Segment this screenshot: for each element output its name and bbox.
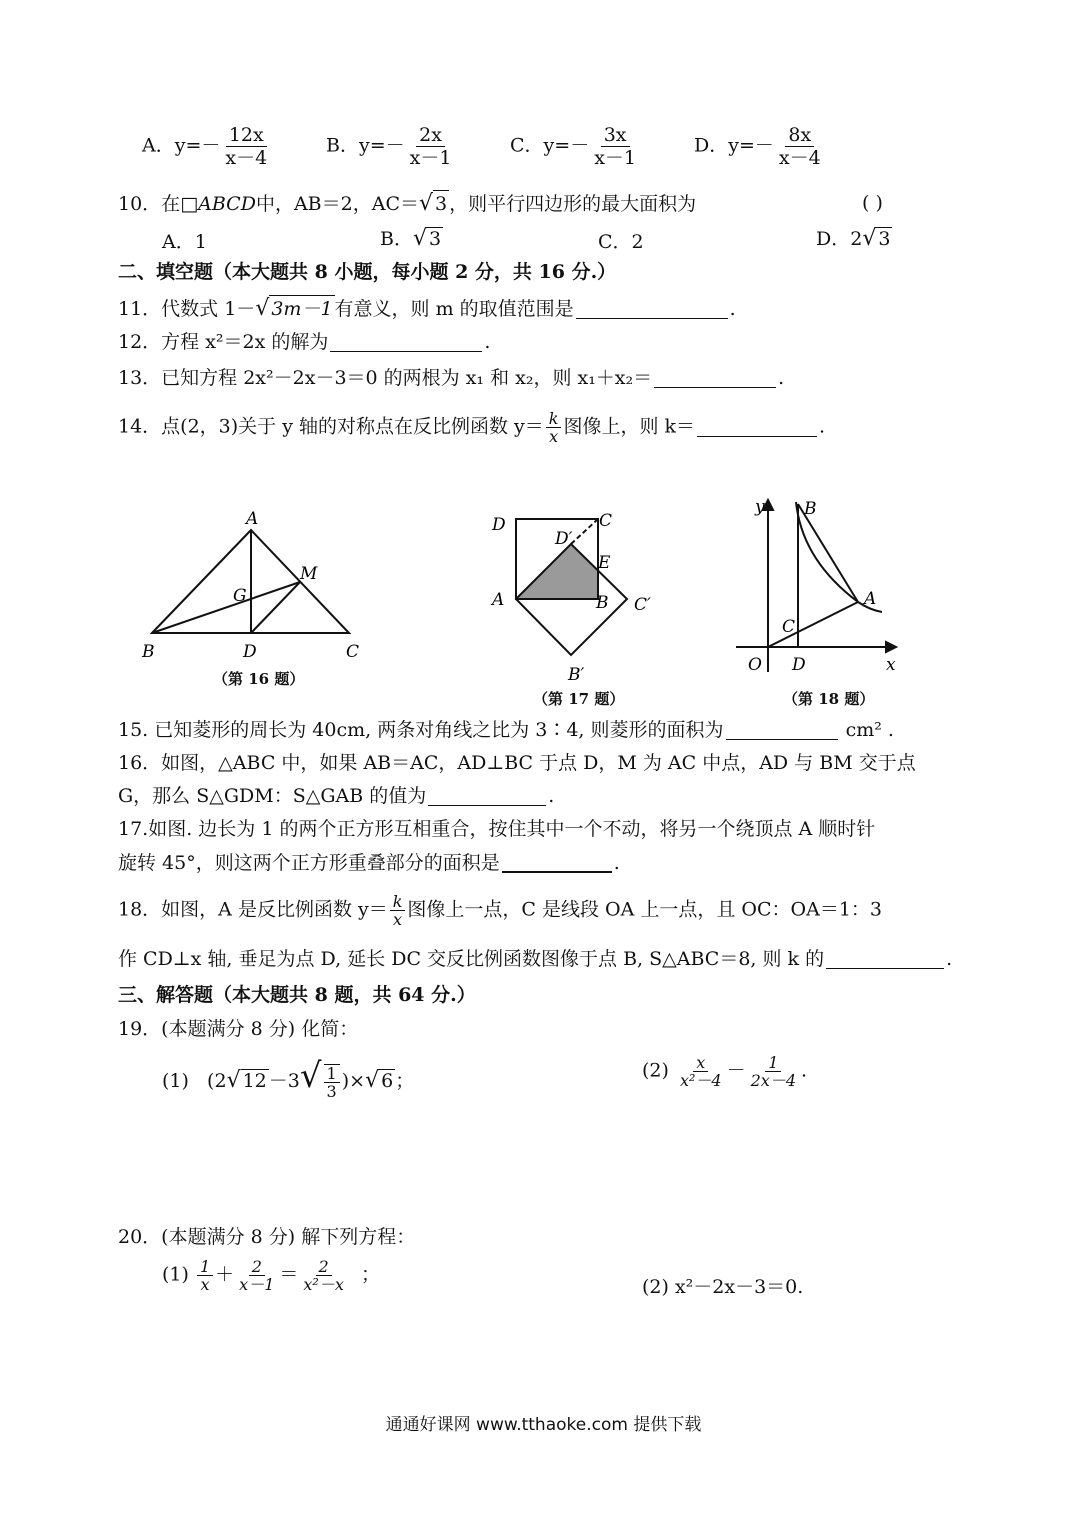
sqrt-icon: √ bbox=[299, 1056, 322, 1096]
figure-16 bbox=[130, 500, 380, 670]
fig17-label-c-prime: C′ bbox=[634, 595, 651, 615]
q10-text-b: 中，AB＝2，AC＝ bbox=[255, 193, 419, 215]
q9-option-a bbox=[142, 124, 272, 169]
q18-text-b: 图像上一点，C 是线段 OA 上一点，且 OC：OA＝1：3 bbox=[407, 898, 883, 921]
q9-option-c-fraction bbox=[591, 124, 639, 169]
q14-fraction bbox=[546, 410, 562, 445]
q15-unit: cm² bbox=[845, 719, 882, 741]
fraction-numerator: x bbox=[693, 1054, 708, 1072]
q20-p1-end: ； bbox=[360, 1263, 380, 1286]
q19-part-2 bbox=[642, 1054, 807, 1089]
sqrt-icon: √ bbox=[255, 296, 270, 321]
q11-answer-blank[interactable] bbox=[576, 298, 728, 319]
q19-p2-fraction-1 bbox=[677, 1054, 725, 1089]
q15-end: . bbox=[887, 719, 894, 741]
q13-end: . bbox=[778, 367, 785, 389]
q18-fraction bbox=[390, 893, 406, 928]
q18-answer-blank[interactable] bbox=[826, 948, 944, 969]
fig18-label-c: C bbox=[782, 617, 796, 637]
q14-text-a: 14．点(2，3)关于 y 轴的对称点在反比例函数 y＝ bbox=[118, 415, 544, 438]
q9-option-c-label: C．y=－ bbox=[510, 134, 590, 157]
q11-text-b: 有意义，则 m 的取值范围是 bbox=[334, 298, 574, 320]
q10-option-a: A．1 bbox=[162, 231, 207, 253]
sqrt-icon: √ bbox=[226, 1068, 241, 1093]
fig16-label-b: B bbox=[142, 642, 155, 662]
q19-p1-fraction bbox=[324, 1064, 340, 1100]
q17-text: 旋转 45°，则这两个正方形重叠部分的面积是 bbox=[118, 852, 500, 874]
q13-answer-blank[interactable] bbox=[654, 367, 776, 388]
q15-text: 15. 已知菱形的周长为 40cm, 两条对角线之比为 3∶4, 则菱形的面积为 bbox=[118, 719, 724, 741]
fraction-denominator: x bbox=[200, 1275, 210, 1294]
fraction-numerator: 8x bbox=[785, 124, 814, 147]
q10-option-d-label: D．2 bbox=[816, 228, 863, 250]
q9-option-b bbox=[326, 124, 456, 169]
fraction-numerator: 1 bbox=[324, 1065, 340, 1083]
q10-option-b-value: 3 bbox=[429, 228, 442, 250]
fig16-label-g: G bbox=[233, 586, 247, 606]
q19-p2-fraction-2 bbox=[748, 1054, 799, 1089]
sqrt-icon: √ bbox=[412, 226, 427, 251]
q20-p1-equals: ＝ bbox=[279, 1263, 299, 1286]
q9-option-d-label: D．y=－ bbox=[694, 134, 774, 157]
fig17-label-e: E bbox=[598, 553, 611, 573]
figure-17 bbox=[486, 500, 676, 690]
q19-p1-end: ； bbox=[395, 1070, 415, 1092]
q19-p1-minus: －3 bbox=[268, 1070, 300, 1092]
fig17-label-c: C bbox=[599, 511, 613, 531]
fig17-label-b-prime: B′ bbox=[568, 665, 585, 685]
q17-line-2 bbox=[118, 850, 620, 876]
q19-p1-radicand-2: 6 bbox=[381, 1070, 394, 1092]
fraction-numerator: 2 bbox=[249, 1258, 265, 1276]
q9-option-b-fraction bbox=[407, 124, 455, 169]
q20-p1-label: (1) bbox=[162, 1263, 189, 1286]
q20-p1-fraction-1 bbox=[197, 1258, 213, 1293]
fraction-denominator: x－4 bbox=[225, 147, 268, 169]
q10-option-d bbox=[816, 224, 892, 251]
q19-p1-times: )× bbox=[341, 1070, 366, 1092]
q17-answer-blank[interactable] bbox=[502, 851, 612, 873]
section-3-title: 三、解答题（本大题共 8 题，共 64 分.） bbox=[118, 984, 476, 1006]
q17-line-1: 17.如图. 边长为 1 的两个正方形互相重合，按住其中一个不动，将另一个绕顶点 A 顺时针 bbox=[118, 818, 876, 840]
q9-option-d bbox=[694, 124, 826, 169]
q12-end: . bbox=[484, 331, 491, 353]
fraction-denominator: x－1 bbox=[409, 147, 452, 169]
q10-text-c: ，则平行四边形的最大面积为 bbox=[449, 193, 697, 215]
fig16-label-a: A bbox=[246, 509, 259, 529]
q10-text-a: 10．在 bbox=[118, 193, 181, 215]
section-2-title: 二、填空题（本大题共 8 小题，每小题 2 分，共 16 分.） bbox=[118, 261, 617, 283]
q10-option-b-label: B． bbox=[380, 228, 413, 250]
q20-p1-plus: ＋ bbox=[215, 1263, 235, 1286]
fraction-denominator: 2x－4 bbox=[750, 1071, 796, 1090]
q19-p1-radicand-1: 12 bbox=[242, 1070, 267, 1092]
q19-p1-label: (1) bbox=[162, 1070, 189, 1092]
fig17-label-a: A bbox=[492, 590, 505, 610]
fig18-label-y: y bbox=[755, 497, 765, 517]
q20-title: 20．(本题满分 8 分) 解下列方程： bbox=[118, 1226, 416, 1248]
fig18-label-x: x bbox=[886, 655, 896, 675]
q16-line-2 bbox=[118, 783, 554, 809]
fig16-label-m: M bbox=[300, 564, 318, 584]
fraction-numerator: 1 bbox=[197, 1258, 213, 1276]
fig17-label-b: B bbox=[596, 593, 609, 613]
q18-text-c: 作 CD⊥x 轴, 垂足为点 D, 延长 DC 交反比例函数图像于点 B, S△ABC＝8, 则 k 的 bbox=[118, 948, 825, 970]
q20-p1-fraction-2 bbox=[236, 1258, 277, 1293]
q19-title: 19．(本题满分 8 分) 化简： bbox=[118, 1018, 359, 1040]
fraction-denominator: x²－4 bbox=[679, 1071, 722, 1090]
fraction-denominator: 3 bbox=[326, 1082, 337, 1101]
q12-answer-blank[interactable] bbox=[330, 331, 482, 352]
fig18-label-b: B bbox=[804, 499, 817, 519]
fig16-caption: （第 16 题） bbox=[213, 670, 305, 688]
fig16-label-c: C bbox=[346, 642, 360, 662]
q19-part-1 bbox=[162, 1056, 414, 1100]
q10-stem bbox=[118, 190, 696, 217]
sqrt-icon: √ bbox=[365, 1068, 380, 1093]
q15-answer-blank[interactable] bbox=[726, 719, 838, 740]
q9-option-b-label: B．y=－ bbox=[326, 134, 405, 157]
q15 bbox=[118, 717, 894, 743]
q13 bbox=[118, 365, 784, 391]
q11 bbox=[118, 295, 736, 322]
q19-p2-minus: － bbox=[726, 1059, 746, 1082]
fraction-denominator: x bbox=[393, 910, 403, 929]
q20-p1-fraction-3 bbox=[300, 1258, 346, 1293]
fraction-numerator: k bbox=[546, 410, 562, 428]
q16-text: G，那么 S△GDM：S△GAB 的值为 bbox=[118, 785, 427, 807]
q9-option-a-label: A．y=－ bbox=[142, 134, 221, 157]
q12 bbox=[118, 329, 490, 355]
fig18-label-o: O bbox=[748, 655, 762, 675]
q14-text-b: 图像上，则 k＝ bbox=[563, 415, 696, 438]
q17-end: . bbox=[613, 852, 620, 874]
q16-end: . bbox=[548, 785, 555, 807]
fraction-denominator: x－4 bbox=[778, 147, 821, 169]
fig17-label-d: D bbox=[492, 515, 506, 535]
q16-answer-blank[interactable] bbox=[428, 785, 546, 806]
q18-end: . bbox=[946, 948, 953, 970]
q9-option-a-fraction bbox=[222, 124, 270, 169]
fig18-label-d: D bbox=[792, 655, 806, 675]
q16-line-1: 16．如图，△ABC 中，如果 AB＝AC，AD⊥BC 于点 D，M 为 AC 中点，AD 与 BM 交于点 bbox=[118, 752, 916, 774]
q18-line-2 bbox=[118, 946, 952, 972]
q10-option-d-value: 3 bbox=[878, 228, 891, 250]
q18-text-a: 18．如图，A 是反比例函数 y＝ bbox=[118, 898, 388, 921]
fraction-numerator: 1 bbox=[765, 1054, 781, 1072]
fig18-label-a: A bbox=[864, 589, 877, 609]
q12-text: 12．方程 x²＝2x 的解为 bbox=[118, 331, 329, 353]
fraction-denominator: x²－x bbox=[303, 1275, 344, 1294]
fraction-numerator: 2 bbox=[316, 1258, 332, 1276]
fig16-label-d: D bbox=[243, 642, 257, 662]
footer-credit: 通通好课网 www.tthaoke.com 提供下载 bbox=[385, 1415, 702, 1435]
q10-sqrt-value: 3 bbox=[433, 190, 449, 217]
q19-p2-label: (2) bbox=[642, 1059, 669, 1082]
fraction-denominator: x－1 bbox=[594, 147, 637, 169]
q20-part-1 bbox=[162, 1258, 380, 1293]
q10-option-c: C．2 bbox=[598, 231, 644, 253]
q20-part-2: (2) x²－2x－3＝0. bbox=[642, 1276, 804, 1298]
fraction-denominator: x－1 bbox=[239, 1275, 275, 1294]
q19-p2-end: . bbox=[801, 1059, 808, 1082]
fraction-numerator: 3x bbox=[601, 124, 630, 147]
fraction-numerator: 12x bbox=[226, 124, 267, 147]
q9-option-c bbox=[510, 124, 641, 169]
q11-end: . bbox=[729, 298, 736, 320]
figure-18 bbox=[730, 490, 920, 680]
fraction-denominator: x bbox=[549, 427, 559, 446]
q10-option-b bbox=[380, 224, 443, 251]
fraction-numerator: k bbox=[390, 893, 406, 911]
q19-p1-open: (2 bbox=[207, 1070, 227, 1092]
q10-answer-paren: ( ) bbox=[862, 192, 883, 214]
fig17-caption: （第 17 题） bbox=[533, 690, 625, 708]
q13-text: 13．已知方程 2x²－2x－3＝0 的两根为 x₁ 和 x₂，则 x₁＋x₂＝ bbox=[118, 367, 653, 389]
q14-end: . bbox=[819, 415, 826, 438]
fig17-label-d-prime: D′ bbox=[555, 529, 573, 549]
q14 bbox=[118, 410, 825, 445]
q14-answer-blank[interactable] bbox=[697, 416, 817, 437]
fraction-numerator: 2x bbox=[416, 124, 445, 147]
q11-text-a: 11．代数式 1－ bbox=[118, 298, 256, 320]
sqrt-icon: √ bbox=[862, 226, 877, 251]
q11-radicand: 3m－1 bbox=[269, 295, 334, 322]
q9-option-d-fraction bbox=[776, 124, 824, 169]
sqrt-icon: √ bbox=[418, 191, 434, 216]
q10-parallelogram: □ABCD bbox=[180, 193, 256, 215]
q18-line-1 bbox=[118, 893, 882, 928]
fig18-caption: （第 18 题） bbox=[783, 690, 875, 708]
